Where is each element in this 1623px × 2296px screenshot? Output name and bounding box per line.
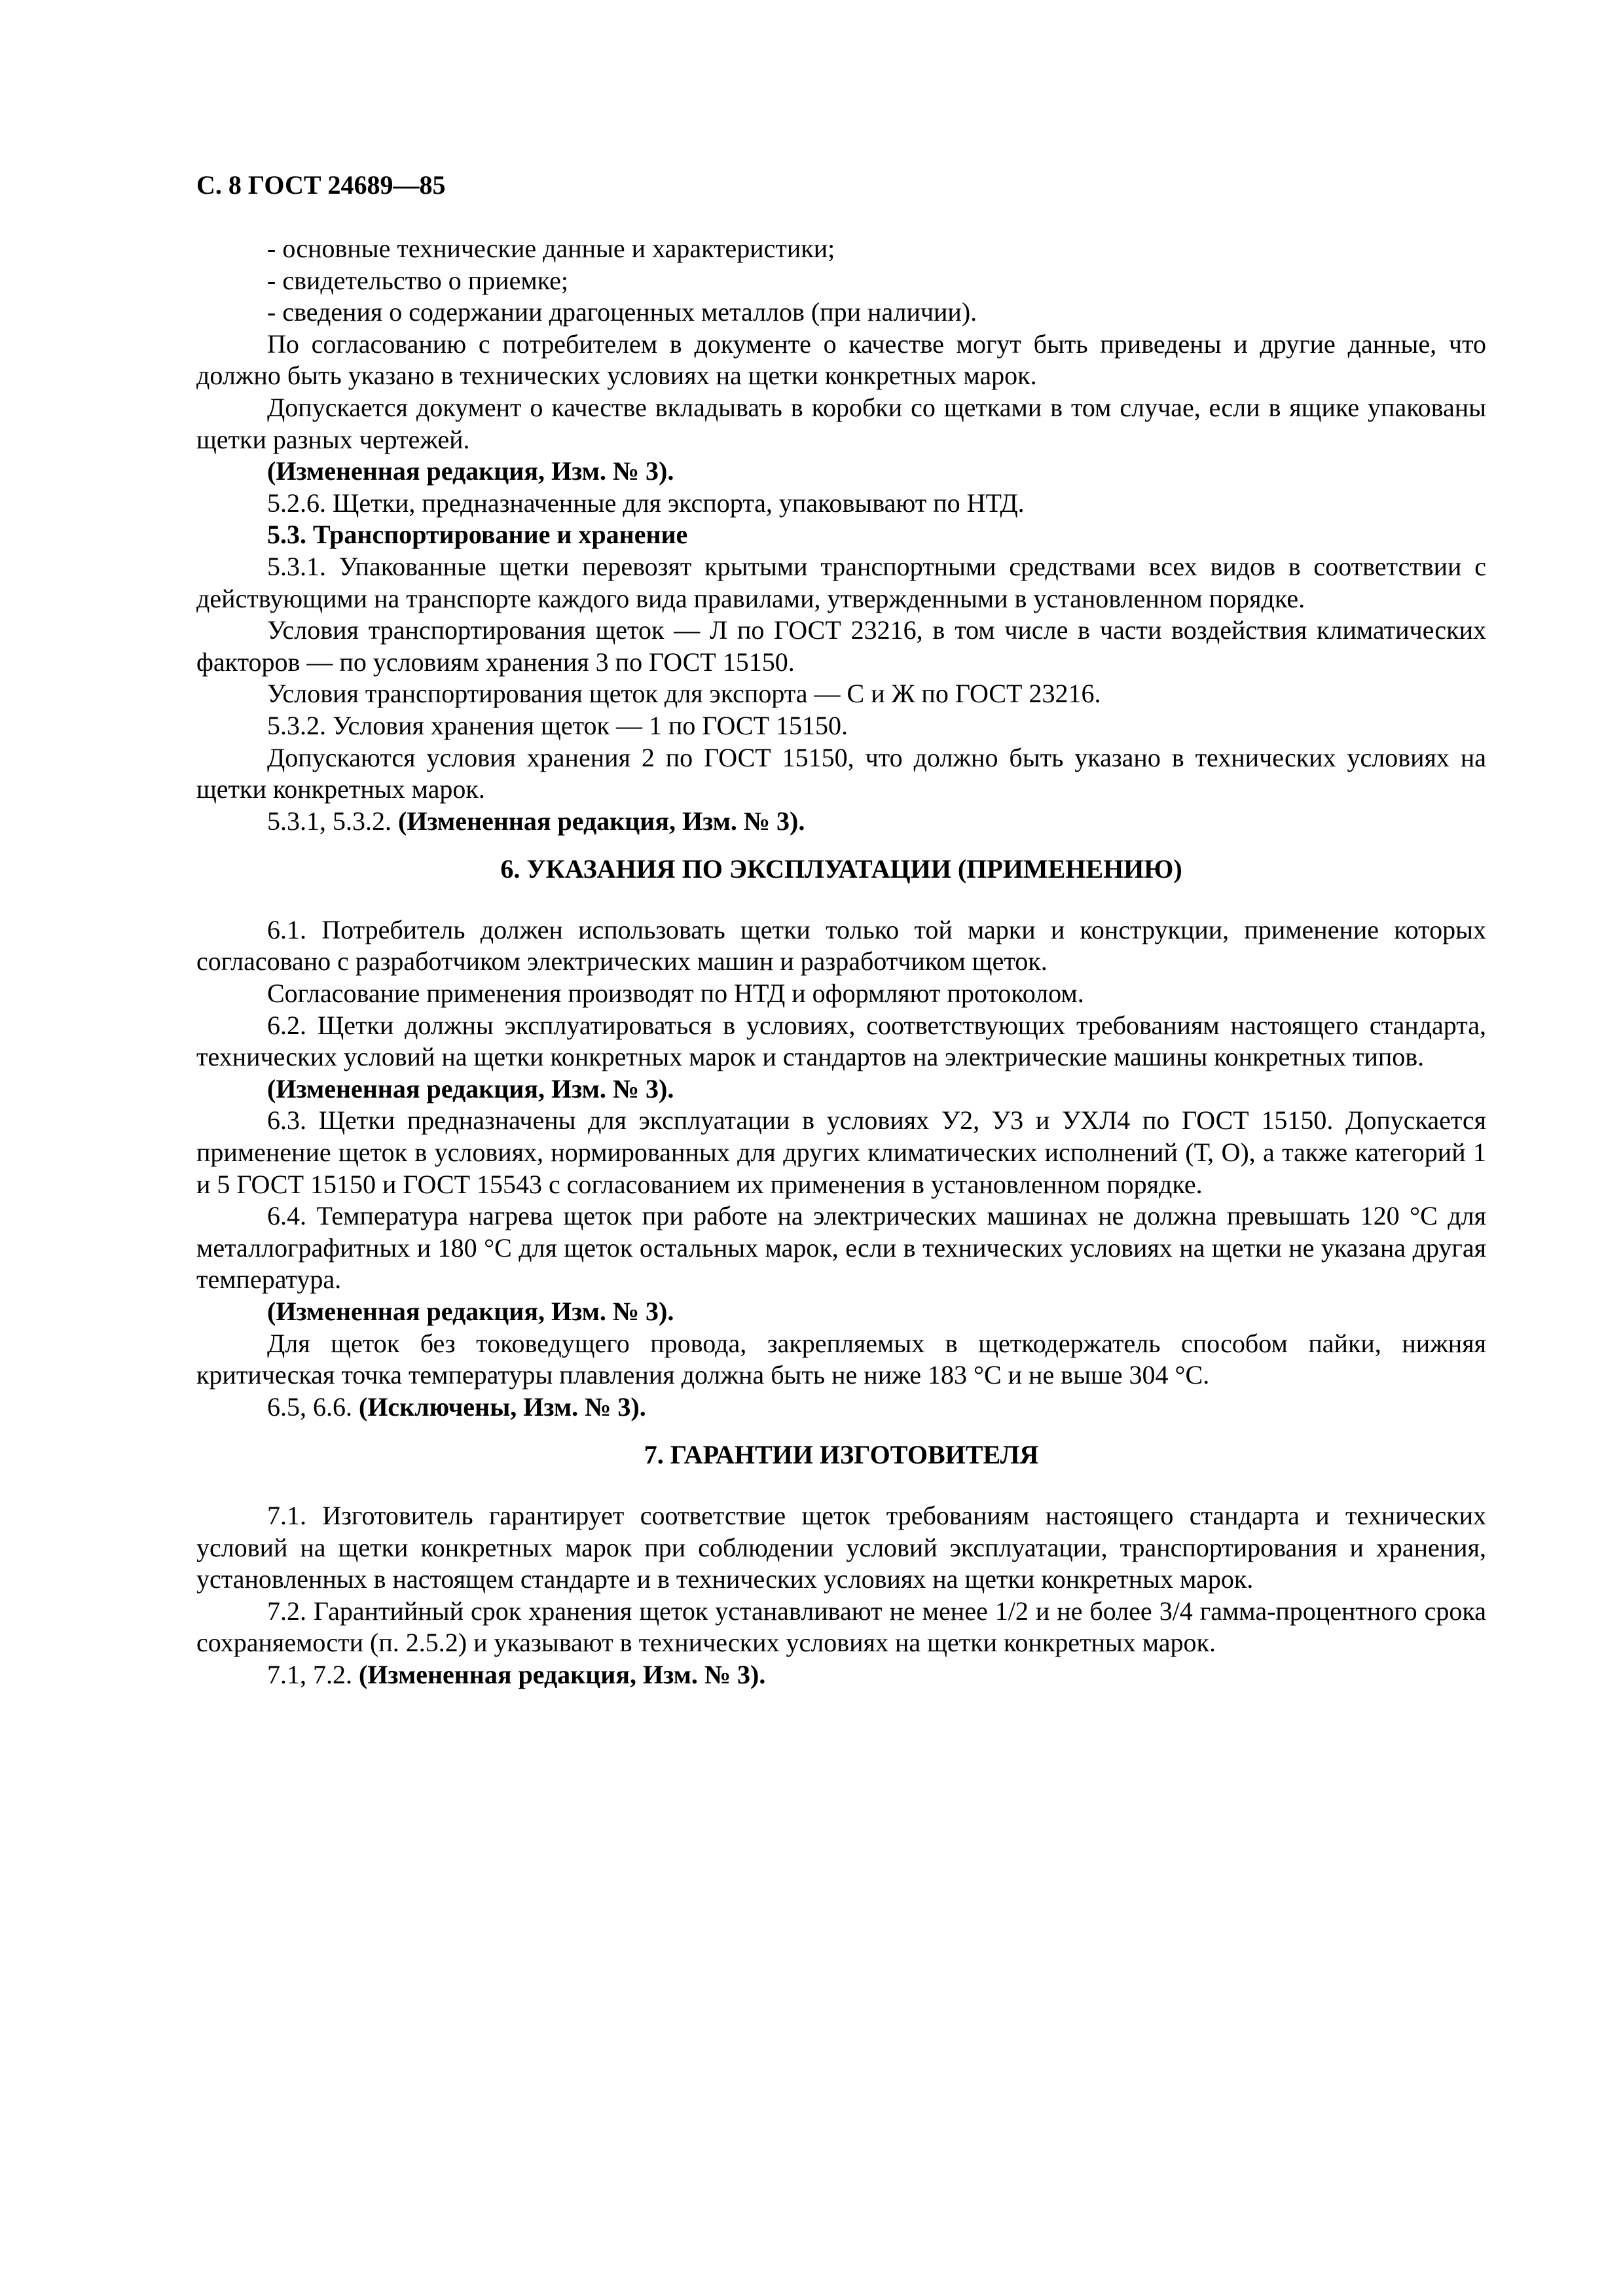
amendment-note <box>196 806 1486 838</box>
amendment-note: (Измененная редакция, Изм. № 3). <box>267 1073 674 1103</box>
amendment-text: (Измененная редакция, Изм. № 3). <box>359 1659 766 1689</box>
paragraph-7-2: 7.2. Гарантийный срок хранения щеток устанавливают не менее 1/2 и не более 3/4 гамма-процентного срока сохраняемости (п. 2.5.2) и указывают в технических условиях на щетки конкретных марок. <box>196 1596 1486 1658</box>
paragraph: Согласование применения производят по НТД и оформляют протоколом. <box>267 978 1084 1009</box>
amendment-note <box>196 1659 1486 1691</box>
section-heading-7: 7. ГАРАНТИИ ИЗГОТОВИТЕЛЯ <box>644 1440 1039 1470</box>
paragraph-6-2: 6.2. Щетки должны эксплуатироваться в условиях, соответствующих требованиям настоящего стандарта, технических условий на щетки конкретных марок и стандартов на электрические машины конкретных типов. <box>196 1010 1486 1072</box>
paragraph: Для щеток без токоведущего провода, закрепляемых в щеткодержатель способом пайки, нижняя критическая точка температуры плавления должна быть не ниже 183 °С и не выше 304 °С. <box>196 1328 1486 1390</box>
amendment-prefix: 7.1, 7.2. <box>267 1659 352 1689</box>
paragraph-6-1: 6.1. Потребитель должен использовать щетки только той марки и конструкции, применение которых согласовано с разработчиком электрических машин и разработчиком щеток. <box>196 914 1486 977</box>
paragraph-7-1: 7.1. Изготовитель гарантирует соответствие щеток требованиям настоящего стандарта и технических условий на щетки конкретных марок при соблюдении условий эксплуатации, транспортирования и хранения, установленных в настоящем стандарте и в технических условиях на щетки конкретных марок. <box>196 1500 1486 1594</box>
paragraph: Условия транспортирования щеток для экспорта — С и Ж по ГОСТ 23216. <box>267 679 1101 709</box>
list-item: - сведения о содержании драгоценных металлов (при наличии). <box>267 297 977 327</box>
exclusion-text: (Исключены, Изм. № 3). <box>359 1391 646 1422</box>
paragraph-5-2-6: 5.2.6. Щетки, предназначенные для экспорта, упаковывают по НТД. <box>267 488 1025 518</box>
document-body <box>196 233 1486 1691</box>
list-item: - основные технические данные и характеристики; <box>267 234 835 263</box>
exclusion-prefix: 6.5, 6.6. <box>267 1391 352 1422</box>
section-heading-6: 6. УКАЗАНИЯ ПО ЭКСПЛУАТАЦИИ (ПРИМЕНЕНИЮ) <box>500 854 1182 884</box>
subsection-heading-5-3: 5.3. Транспортирование и хранение <box>267 520 688 550</box>
amendment-text: (Измененная редакция, Изм. № 3). <box>398 806 805 836</box>
paragraph-6-4: 6.4. Температура нагрева щеток при работе на электрических машинах не должна превышать 120 °С для металлографитных и 180 °С для щеток остальных марок, если в технических условиях на щетки не указана другая температура. <box>196 1201 1486 1295</box>
paragraph-5-3-2: 5.3.2. Условия хранения щеток — 1 по ГОСТ 15150. <box>267 710 848 740</box>
paragraph: Допускается документ о качестве вкладывать в коробки со щетками в том случае, если в ящике упакованы щетки разных чертежей. <box>196 392 1486 454</box>
paragraph: Допускаются условия хранения 2 по ГОСТ 15150, что должно быть указано в технических условиях на щетки конкретных марок. <box>196 742 1486 804</box>
paragraph: По согласованию с потребителем в документе о качестве могут быть приведены и другие данные, что должно быть указано в технических условиях на щетки конкретных марок. <box>196 329 1486 391</box>
amendment-note: (Измененная редакция, Изм. № 3). <box>267 456 674 486</box>
amendment-note: (Измененная редакция, Изм. № 3). <box>267 1297 674 1326</box>
paragraph-5-3-1: 5.3.1. Упакованные щетки перевозят крытыми транспортными средствами всех видов в соответствии с действующими на транспорте каждого вида правилами, утвержденными в установленном порядке. <box>196 551 1486 613</box>
exclusion-note <box>196 1391 1486 1424</box>
paragraph-6-3: 6.3. Щетки предназначены для эксплуатации в условиях У2, У3 и УХЛ4 по ГОСТ 15150. Допускается применение щеток в условиях, нормированных для других климатических исполнений (Т, О), а также категорий 1 и 5 ГОСТ 15150 и ГОСТ 15543 с согласованием их применения в установленном порядке. <box>196 1105 1486 1199</box>
list-item: - свидетельство о приемке; <box>267 265 568 295</box>
amendment-prefix: 5.3.1, 5.3.2. <box>267 806 392 836</box>
paragraph: Условия транспортирования щеток — Л по ГОСТ 23216, в том числе в части воздействия климатических факторов — по условиям хранения 3 по ГОСТ 15150. <box>196 615 1486 677</box>
page-header: С. 8 ГОСТ 24689—85 <box>196 170 446 200</box>
